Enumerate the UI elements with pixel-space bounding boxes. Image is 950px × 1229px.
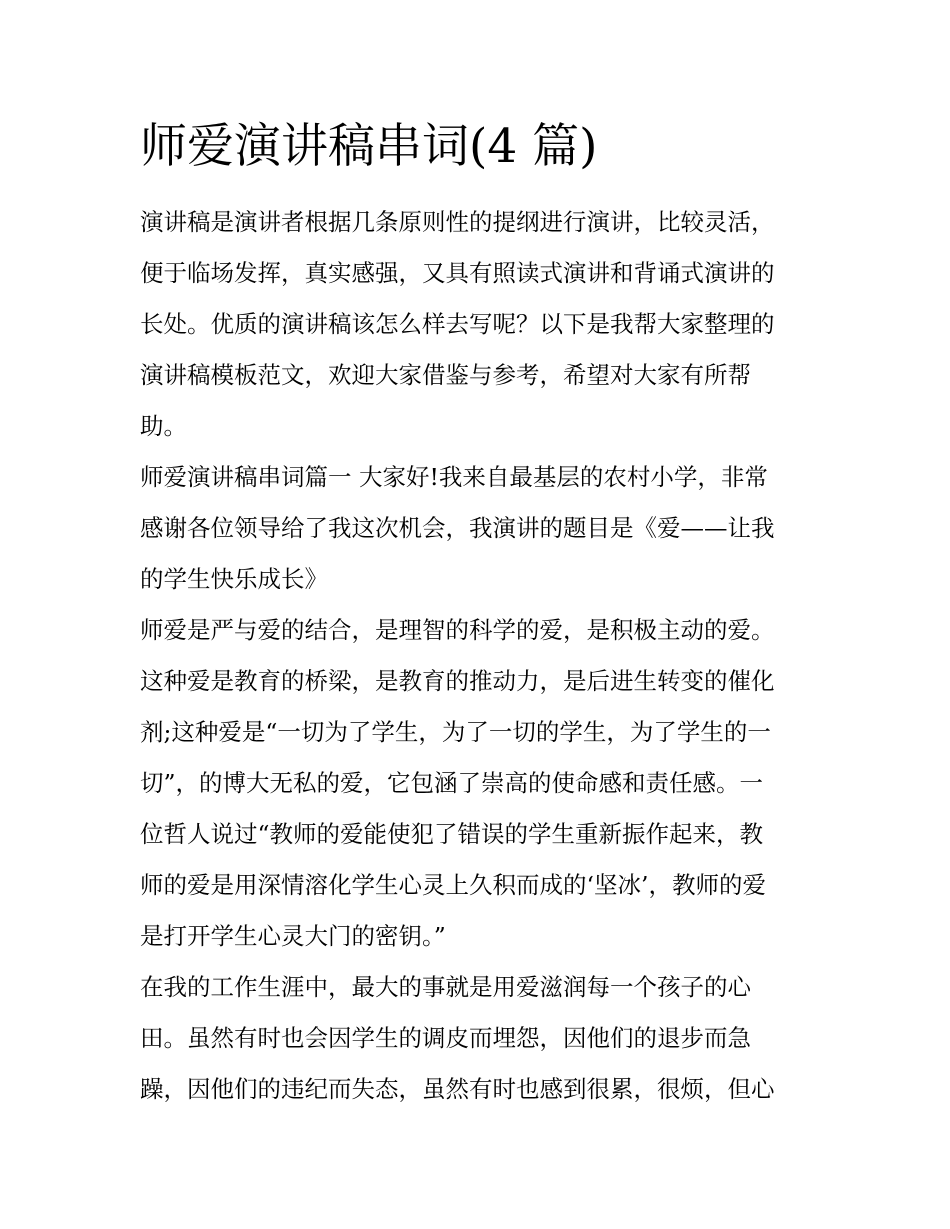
text-line: 助。 (140, 412, 187, 440)
text-line: 是打开学生心灵大门的密钥。” (140, 922, 446, 950)
text-line: 感谢各位领导给了我这次机会，我演讲的题目是《爱——让我 (140, 514, 775, 542)
paragraph-speech-one-opening (140, 452, 830, 605)
document-title: 师爱演讲稿串词(4 篇) (140, 119, 598, 174)
text-line: 田。虽然有时也会因学生的调皮而埋怨，因他们的退步而急 (140, 1024, 751, 1052)
text-line: 在我的工作生涯中，最大的事就是用爱滋润每一个孩子的心 (140, 973, 751, 1001)
text-line: 躁，因他们的违纪而失态，虽然有时也感到很累，很烦，但心 (140, 1075, 775, 1103)
text-line: 演讲稿模板范文，欢迎大家借鉴与参考，希望对大家有所帮 (140, 361, 751, 389)
paragraph-career (140, 962, 830, 1115)
paragraph-teacher-love (140, 605, 830, 962)
text-line: 师爱演讲稿串词篇一 大家好!我来自最基层的农村小学，非常 (140, 463, 768, 491)
text-line: 位哲人说过“教师的爱能使犯了错误的学生重新振作起来，教 (140, 820, 764, 848)
paragraph-intro (140, 197, 830, 452)
text-line: 的学生快乐成长》 (140, 565, 328, 593)
text-line: 这种爱是教育的桥梁，是教育的推动力，是后进生转变的催化 (140, 667, 775, 695)
document-body (140, 197, 830, 1115)
text-line: 长处。优质的演讲稿该怎么样去写呢？以下是我帮大家整理的 (140, 310, 775, 338)
text-line: 师爱是严与爱的结合，是理智的科学的爱，是积极主动的爱。 (140, 616, 775, 644)
text-line: 演讲稿是演讲者根据几条原则性的提纲进行演讲，比较灵活， (140, 208, 775, 236)
text-line: 剂;这种爱是“一切为了学生，为了一切的学生，为了学生的一 (140, 718, 771, 746)
text-line: 切”，的博大无私的爱，它包涵了崇高的使命感和责任感。一 (140, 769, 764, 797)
text-line: 师的爱是用深情溶化学生心灵上久积而成的‘坚冰’，教师的爱 (140, 871, 766, 899)
text-line: 便于临场发挥，真实感强，又具有照读式演讲和背诵式演讲的 (140, 259, 775, 287)
